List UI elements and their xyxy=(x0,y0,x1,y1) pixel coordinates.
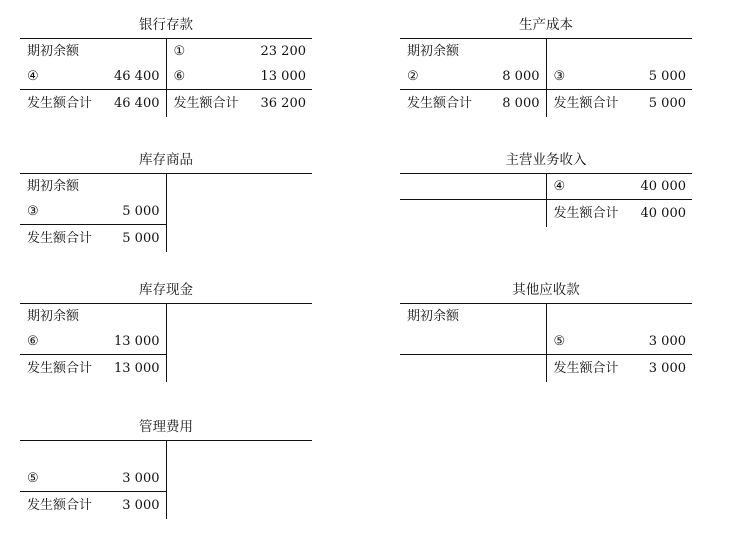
total-line xyxy=(547,199,693,227)
credit-row xyxy=(547,174,693,199)
total-line xyxy=(20,354,166,382)
entry-amount: 3 000 xyxy=(122,471,160,486)
credit-side xyxy=(547,174,693,227)
t-account-inventory-goods xyxy=(20,147,312,252)
account-title: 库存现金 xyxy=(139,282,193,298)
account-top-line xyxy=(20,303,312,382)
debit-row xyxy=(400,329,546,354)
debit-row xyxy=(20,64,166,89)
entry-amount: 3 000 xyxy=(648,334,686,349)
total-line xyxy=(400,89,546,117)
account-title: 其他应收款 xyxy=(512,282,580,298)
account-title: 主营业务收入 xyxy=(505,152,587,168)
entry-amount: 46 400 xyxy=(114,69,160,84)
entry-label: 期初余额 xyxy=(27,44,80,59)
credit-side xyxy=(547,304,693,382)
total-line xyxy=(400,354,546,382)
debit-total-row xyxy=(20,492,166,519)
total-line xyxy=(167,89,313,117)
total-label: 发生额合计 xyxy=(27,96,93,111)
entry-amount: 5 000 xyxy=(648,69,686,84)
t-account-cash-on-hand xyxy=(20,277,312,382)
total-amount: 3 000 xyxy=(122,498,160,513)
account-top-line xyxy=(20,173,312,252)
credit-row xyxy=(167,174,313,199)
entry-amount: 23 200 xyxy=(260,44,306,59)
entry-label: ⑥ xyxy=(27,334,39,349)
total-line xyxy=(400,199,546,227)
debit-total-row xyxy=(20,90,166,117)
debit-row xyxy=(400,64,546,89)
entry-label: ④ xyxy=(553,179,566,194)
total-amount: 36 200 xyxy=(260,96,306,111)
debit-side xyxy=(400,39,547,117)
credit-row xyxy=(167,39,313,64)
credit-side xyxy=(167,441,313,519)
total-label: 发生额合计 xyxy=(27,231,93,246)
t-account-other-receivables xyxy=(400,277,692,382)
credit-row xyxy=(547,39,693,64)
credit-total-row xyxy=(547,90,693,117)
total-amount: 3 000 xyxy=(648,361,686,376)
entry-label: 期初余额 xyxy=(407,309,460,324)
account-top-line xyxy=(20,440,312,519)
total-label: 发生额合计 xyxy=(27,498,93,513)
debit-side xyxy=(20,441,167,519)
t-account-admin-expenses xyxy=(20,414,312,519)
t-account-bank-deposit xyxy=(20,12,312,117)
total-line xyxy=(20,224,166,252)
total-amount: 40 000 xyxy=(640,206,686,221)
account-title: 银行存款 xyxy=(139,17,193,33)
account-top-line xyxy=(400,303,692,382)
entry-label: 期初余额 xyxy=(27,309,80,324)
debit-side xyxy=(20,174,167,252)
account-title: 库存商品 xyxy=(139,152,193,168)
total-line xyxy=(547,354,693,382)
account-top-line xyxy=(20,38,312,117)
account-title: 生产成本 xyxy=(519,17,573,33)
total-amount: 5 000 xyxy=(122,231,160,246)
credit-row xyxy=(547,329,693,354)
debit-row xyxy=(400,304,546,329)
total-amount: 5 000 xyxy=(648,96,686,111)
entry-label: 期初余额 xyxy=(407,44,460,59)
entry-label: ② xyxy=(407,69,419,84)
total-label: 发生额合计 xyxy=(173,96,239,111)
account-top-line xyxy=(400,38,692,117)
entry-amount: 40 000 xyxy=(640,179,686,194)
debit-row xyxy=(20,39,166,64)
debit-total-row xyxy=(400,200,546,227)
total-label: 发生额合计 xyxy=(407,96,473,111)
credit-total-row xyxy=(547,355,693,382)
total-amount: 13 000 xyxy=(114,361,160,376)
debit-total-row xyxy=(400,90,546,117)
debit-row xyxy=(20,174,166,199)
entry-amount: 8 000 xyxy=(502,69,540,84)
debit-row xyxy=(20,304,166,329)
credit-side xyxy=(167,304,313,382)
total-label: 发生额合计 xyxy=(553,96,619,111)
total-amount: 8 000 xyxy=(502,96,540,111)
total-amount: 46 400 xyxy=(114,96,160,111)
credit-row xyxy=(167,199,313,224)
debit-row xyxy=(20,441,166,466)
total-label: 发生额合计 xyxy=(553,206,619,221)
credit-total-row xyxy=(167,90,313,117)
credit-row xyxy=(167,466,313,491)
entry-amount: 13 000 xyxy=(260,69,306,84)
debit-row xyxy=(400,174,546,199)
total-label: 发生额合计 xyxy=(27,361,93,376)
account-top-line xyxy=(400,173,692,227)
debit-row xyxy=(20,329,166,354)
credit-row xyxy=(167,441,313,466)
credit-row xyxy=(167,329,313,354)
entry-label: ⑤ xyxy=(553,334,566,349)
credit-row xyxy=(547,64,693,89)
account-title: 管理费用 xyxy=(139,419,193,435)
debit-row xyxy=(20,199,166,224)
total-line xyxy=(20,89,166,117)
total-line xyxy=(20,491,166,519)
debit-side xyxy=(20,39,167,117)
credit-side xyxy=(547,39,693,117)
credit-side xyxy=(167,39,313,117)
debit-row xyxy=(400,39,546,64)
credit-total-row xyxy=(547,200,693,227)
total-label: 发生额合计 xyxy=(553,361,619,376)
entry-amount: 5 000 xyxy=(122,204,160,219)
entry-label: ⑥ xyxy=(173,69,186,84)
t-account-main-business-revenue xyxy=(400,147,692,227)
credit-row xyxy=(547,304,693,329)
debit-total-row xyxy=(400,355,546,382)
entry-label: ① xyxy=(173,44,186,59)
credit-row xyxy=(167,64,313,89)
entry-label: ③ xyxy=(553,69,566,84)
entry-label: ③ xyxy=(27,204,39,219)
total-line xyxy=(547,89,693,117)
entry-label: ④ xyxy=(27,69,39,84)
debit-total-row xyxy=(20,225,166,252)
debit-side xyxy=(400,174,547,227)
debit-side xyxy=(20,304,167,382)
debit-total-row xyxy=(20,355,166,382)
t-account-production-cost xyxy=(400,12,692,117)
entry-label: ⑤ xyxy=(27,471,39,486)
entry-amount: 13 000 xyxy=(114,334,160,349)
credit-side xyxy=(167,174,313,252)
credit-row xyxy=(167,304,313,329)
debit-side xyxy=(400,304,547,382)
entry-label: 期初余额 xyxy=(27,179,80,194)
debit-row xyxy=(20,466,166,491)
